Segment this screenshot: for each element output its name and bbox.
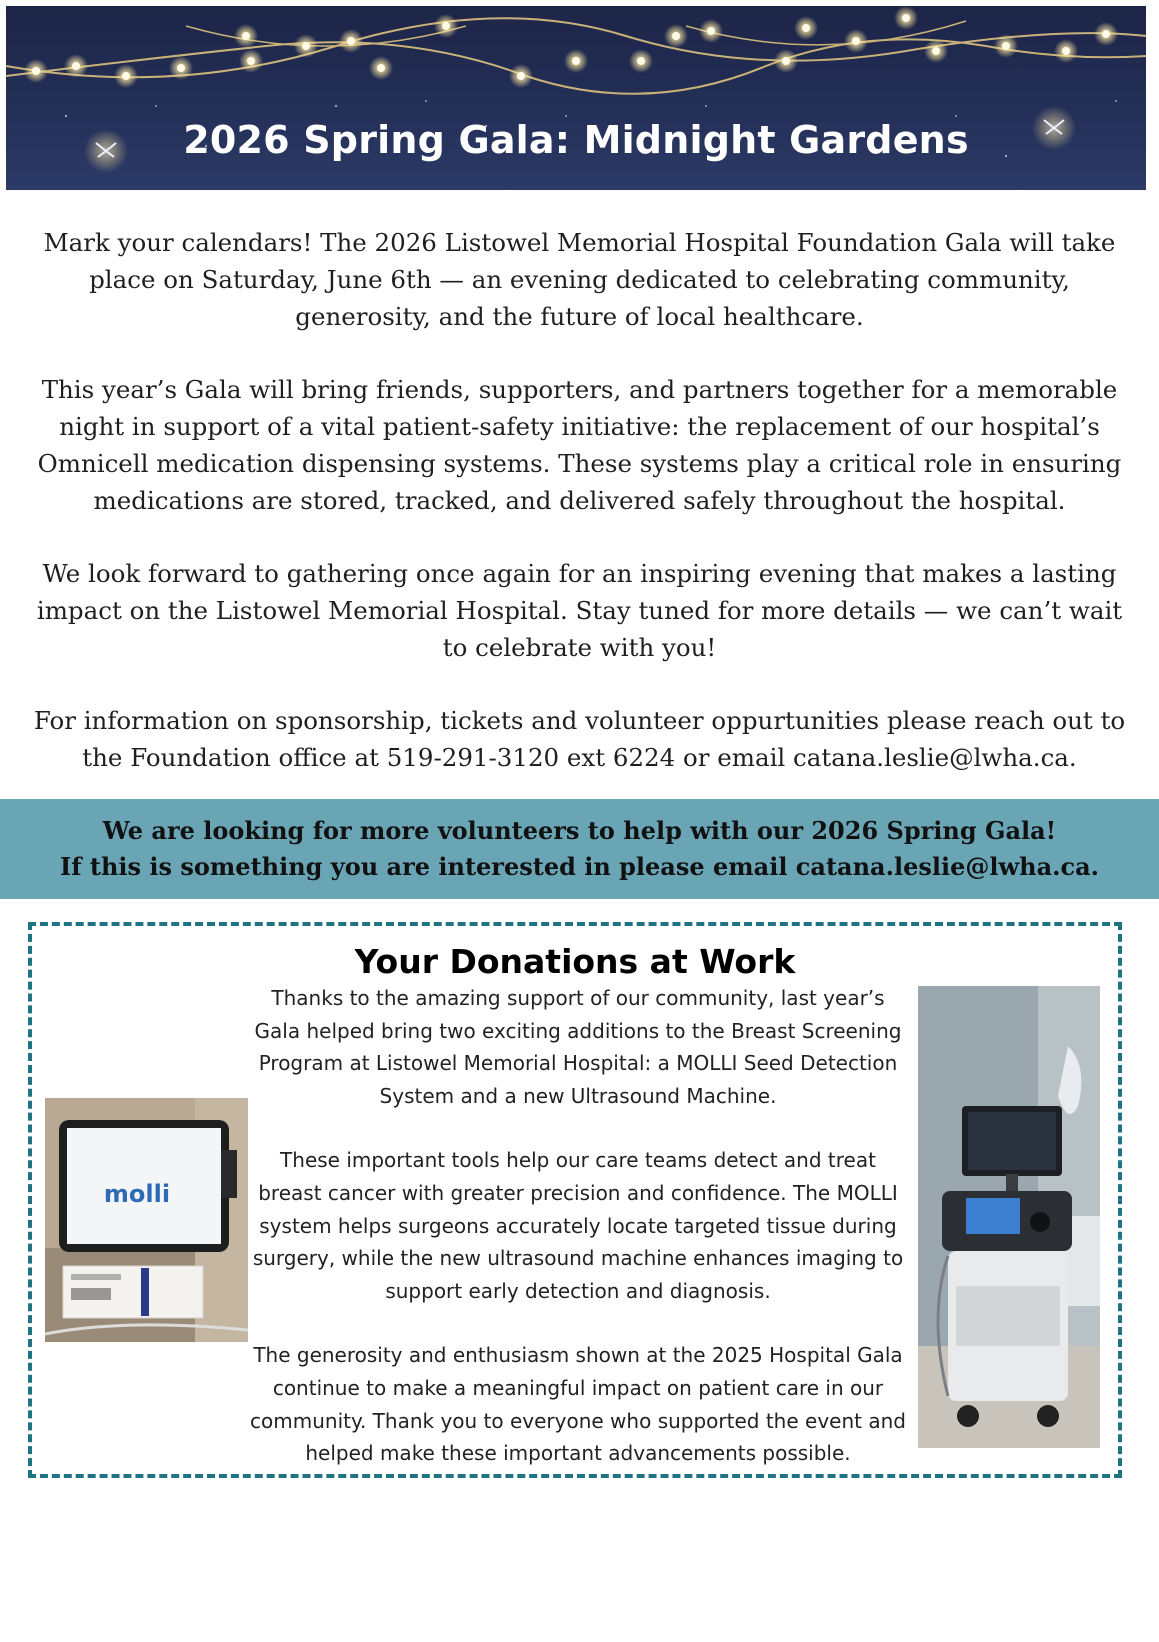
donations-paragraph: Thanks to the amazing support of our community, last year’s Gala helped bring two exciting additions to the Breast Screening Program at Listowel Memorial Hospital: a MOLLI Seed Detection System and a new Ultrasound Machine. [254,986,902,1108]
donations-text [246,982,910,1470]
ultrasound-machine-image [918,986,1100,1448]
intro-section [22,224,1137,812]
page-title: 2026 Spring Gala: Midnight Gardens [183,118,969,162]
volunteer-line: If this is something you are interested in please email catana.leslie@lwha.ca. [59,852,1100,881]
intro-paragraph: This year’s Gala will bring friends, supporters, and partners together for a memorable night in support of a vital patient-safety initiative: the replacement of our hospital’s Omnicell medication dispensing systems. These systems play a critical role in ensuring medications are stored, tracked, and delivered safely throughout the hospital. [37,375,1122,515]
contact-paragraph: For information on sponsorship, tickets and volunteer oppurtunities please reach out to the Foundation office at 519-291-3120 ext 6224 or email catana.leslie@lwha.ca. [33,706,1126,772]
molli-logo: molli [103,1180,171,1208]
volunteer-line: We are looking for more volunteers to help with our 2026 Spring Gala! [102,816,1057,845]
donations-paragraph: The generosity and enthusiasm shown at the 2025 Hospital Gala continue to make a meaningful impact on patient care in our community. Thank you to everyone who supported the event and helped make these important advancements possible. [250,1343,906,1466]
intro-paragraph: Mark your calendars! The 2026 Listowel Memorial Hospital Foundation Gala will take place on Saturday, June 6th — an evening dedicated to celebrating community, generosity, and the future of local healthcare. [43,228,1116,331]
string-lights-decoration [6,6,1146,190]
donations-title: Your Donations at Work [354,942,796,981]
volunteer-callout [0,799,1159,899]
molli-photo [46,1398,248,1642]
header-banner [6,6,1146,190]
molli-device-image [45,1098,248,1342]
intro-paragraph: We look forward to gathering once again for an inspiring evening that makes a lasting impact on the Listowel Memorial Hospital. Stay tuned for more details — we can’t wait to celebrate with you! [36,559,1123,662]
donations-paragraph: These important tools help our care teams detect and treat breast cancer with greater precision and confidence. The MOLLI system helps surgeons accurately locate targeted tissue during surgery, while the new ultrasound machine enhances imaging to support early detection and diagnosis. [252,1148,904,1303]
